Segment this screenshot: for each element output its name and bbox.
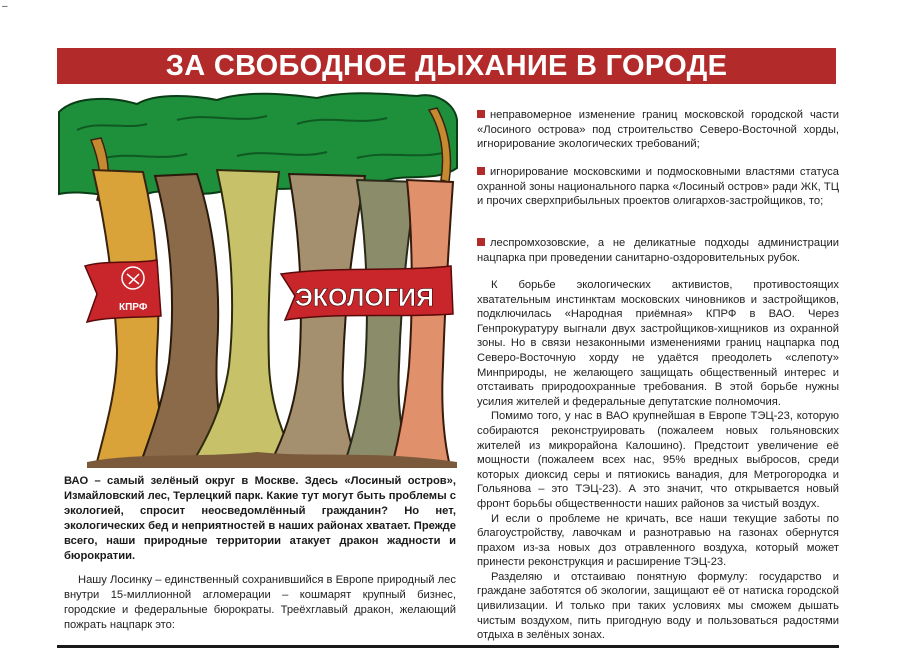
forest-illustration bbox=[57, 90, 459, 468]
bullet-text: неправомерное изменение границ московской городской части «Лосиного острова» под строительство Северо-Восточной хорды, игнорирование экологических требований; bbox=[477, 109, 839, 151]
bullet-item bbox=[477, 165, 839, 209]
intro-paragraph: Нашу Лосинку – единственный сохранившийся в Европе природный лес внутри 15-миллионной агломерации – кошмарят крупный бизнес, городские и федеральные бюрократы. Треёхглавый дракон, желающий пожрать нацпарк это: bbox=[64, 574, 456, 631]
bullet-item bbox=[477, 108, 839, 152]
kprf-label: КПРФ bbox=[119, 302, 148, 313]
headline-bar bbox=[57, 48, 836, 84]
corner-mark: – bbox=[2, 1, 8, 12]
bullet-text: леспромхозовские, а не деликатные подходы администрации нацпарка при проведении санитарно-оздоровительных рубок. bbox=[477, 237, 839, 264]
bottom-rule bbox=[57, 645, 839, 648]
illustration-caption: ВАО – самый зелёный округ в Москве. Здесь «Лосиный остров», Измайловский лес, Терлецкий парк. Какие тут могут быть проблемы с экологией, спросит неосведомлённый гражданин? Но нет, экологических бед и неприятностей в наших районах хватает. Прежде всего, наши природные территории атакует дракон жадности и бюрократии. bbox=[64, 475, 456, 562]
bullet-square-icon bbox=[477, 167, 485, 175]
bullet-square-icon bbox=[477, 110, 485, 118]
bullet-item bbox=[477, 236, 839, 265]
body-paragraph: И если о проблеме не кричать, все наши текущие заботы по благоустройству, лавочкам и разнотравью на газонах обернутся прахом из-за новых доз отравленного воздуха, который может принести реконструкция и расширение ТЭЦ-23. bbox=[477, 512, 839, 569]
body-paragraphs bbox=[477, 278, 839, 643]
body-paragraph: К борьбе экологических активистов, противостоящих хватательным инстинктам московских чиновников и застройщиков, подключилась «Народная приёмная» КПРФ в ВАО. Через Генпрокуратуру выгнали двух застройщиков-хищников из охранной зоны. Но в связи незаконными изменениями границ нацпарка под Северо-Восточную хорду не удаётся преодолеть «слепоту» Минприроды, не желающего защищать общественный интерес и отстаивать природоохранные требования. В этой борьбе нужны усилия жителей и федеральные депутатские полномочия. bbox=[477, 279, 839, 408]
headline: ЗА СВОБОДНОЕ ДЫХАНИЕ В ГОРОДЕ bbox=[165, 49, 728, 82]
forest-drawing bbox=[57, 90, 459, 468]
body-paragraph: Разделяю и отстаиваю понятную формулу: государство и граждане заботятся об экологии, защищают её от натиска городской цивилизации. И только при таких условиях мы сможем дышать чистым воздухом, пить пригодную воду и пользоваться радостями отдыха в зелёных зонах. bbox=[477, 570, 839, 642]
ecology-label: ЭКОЛОГИЯ bbox=[295, 284, 434, 312]
body-paragraph: Помимо того, у нас в ВАО крупнейшая в Европе ТЭЦ-23, которую собираются реконструировать (пожалеем новых гольяновских жителей из микрорайона Калошино). Предстоит увеличение её мощности (пожалеем всех нас, 95% вредных выбросов, среди которых диоксид серы и пятиокись ванадия, для Метрогородка и Гольянова – это ТЭЦ-23). А это значит, что открывается новый фронт борьбы общественности наших районов за чистый воздух. bbox=[477, 410, 839, 510]
bullet-text: игнорирование московскими и подмосковными властями статуса охранной зоны национального парка «Лосиный остров» ради ЖК, ТЦ и прочих сверхприбыльных проектов олигархов-застройщиков, то; bbox=[477, 166, 839, 208]
bullet-square-icon bbox=[477, 238, 485, 246]
